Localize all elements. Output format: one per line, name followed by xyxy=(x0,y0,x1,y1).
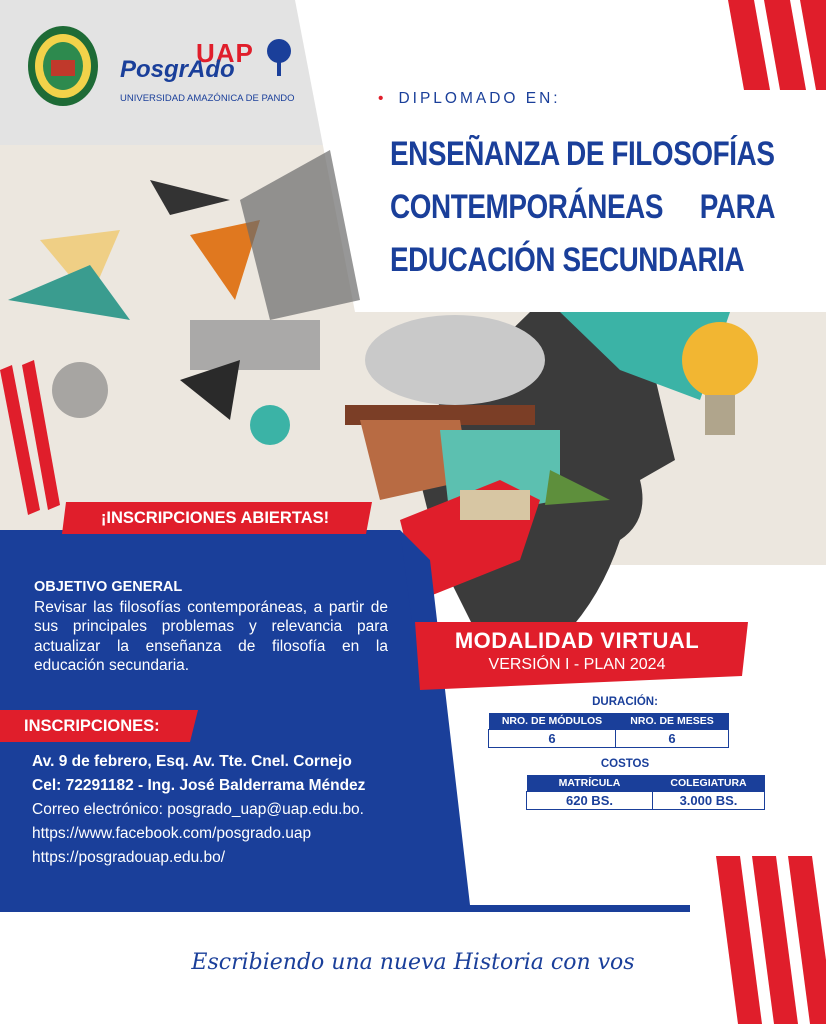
brand-uap-text: UAP xyxy=(196,38,254,68)
tree-icon xyxy=(264,38,294,78)
contact-facebook-link[interactable]: https://www.facebook.com/posgrado.uap xyxy=(32,825,312,842)
contact-phone: Cel: 72291182 - Ing. José Balderrama Méndez xyxy=(32,777,366,794)
costs-table xyxy=(526,775,765,810)
open-registrations-banner: ¡INSCRIPCIONES ABIERTAS! xyxy=(100,509,330,527)
costs-label: COSTOS xyxy=(600,758,650,770)
duration-months-value: 6 xyxy=(616,730,729,748)
title-line: EDUCACIÓN SECUNDARIA xyxy=(390,241,745,279)
duration-cost-box xyxy=(460,690,790,810)
stripes-bottom-right xyxy=(716,856,826,1024)
slogan: Escribiendo una nueva Historia con vos xyxy=(191,950,635,975)
title-line: CONTEMPORÁNEAS PARA xyxy=(390,188,776,226)
modality-banner xyxy=(412,626,742,674)
costs-enrollment-value: 620 BS. xyxy=(527,792,653,810)
modality-title: MODALIDAD VIRTUAL xyxy=(454,628,700,653)
brand-posgrado-text: PosgrAdo xyxy=(120,56,235,83)
contact-email: Correo electrónico: posgrado_uap@uap.edu.bo. xyxy=(32,801,364,818)
diploma-title xyxy=(390,128,776,287)
registration-banner: INSCRIPCIONES: xyxy=(24,717,160,735)
title-line: ENSEÑANZA DE FILOSOFÍAS xyxy=(390,135,775,173)
brand-subtitle: UNIVERSIDAD AMAZÓNICA DE PANDO xyxy=(120,93,295,104)
objective-text: Revisar las filosofías contemporáneas, a partir de sus principales problemas y relevancia para actualizar la enseñanza de filosofía en la educación secundaria. xyxy=(34,598,388,674)
posgrado-uap-logo xyxy=(118,38,293,108)
contact-info xyxy=(32,750,472,870)
costs-header-enrollment: MATRÍCULA xyxy=(527,775,653,792)
duration-modules-value: 6 xyxy=(489,730,616,748)
bullet-dot: • xyxy=(378,90,387,107)
duration-table xyxy=(488,713,729,748)
objective-section xyxy=(34,578,388,676)
costs-header-tuition: COLEGIATURA xyxy=(653,775,765,792)
diploma-label: • DIPLOMADO EN: xyxy=(378,90,561,107)
university-seal-logo xyxy=(26,24,100,108)
costs-tuition-value: 3.000 BS. xyxy=(653,792,765,810)
duration-header-months: NRO. DE MESES xyxy=(616,713,729,730)
contact-website-link[interactable]: https://posgradouap.edu.bo/ xyxy=(32,849,226,866)
duration-label: DURACIÓN: xyxy=(592,696,658,708)
contact-address: Av. 9 de febrero, Esq. Av. Tte. Cnel. Cornejo xyxy=(32,753,352,770)
objective-heading: OBJETIVO GENERAL xyxy=(34,579,183,595)
modality-version: VERSIÓN I - PLAN 2024 xyxy=(488,656,666,673)
duration-header-modules: NRO. DE MÓDULOS xyxy=(489,713,616,730)
